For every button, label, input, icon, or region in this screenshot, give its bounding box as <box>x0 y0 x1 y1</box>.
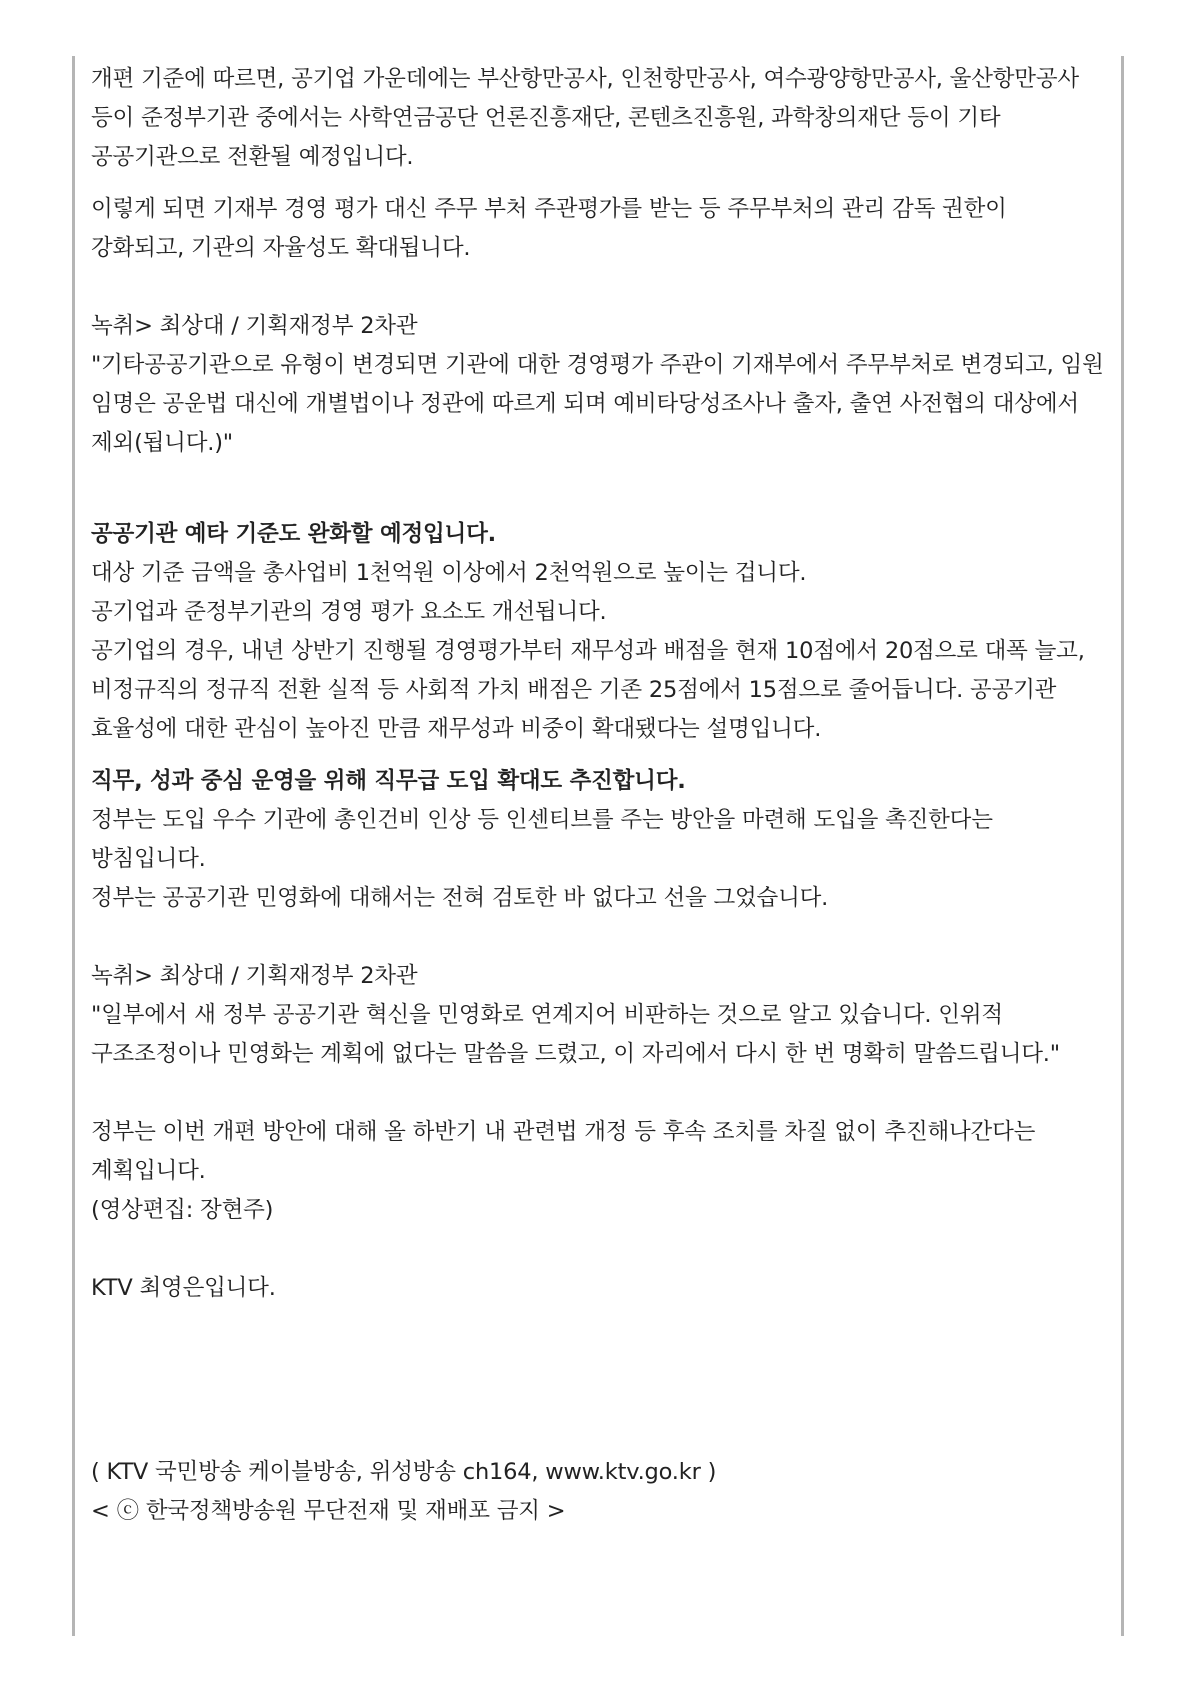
spacer <box>91 268 1106 307</box>
spacer <box>91 463 1106 515</box>
section-heading-feasibility: 공공기관 예타 기준도 완화할 예정입니다. <box>91 521 496 547</box>
paragraph-evaluation: 공기업과 준정부기관의 경영 평가 요소도 개선됩니다. <box>91 599 607 625</box>
spacer <box>91 918 1106 957</box>
spacer <box>91 1074 1106 1113</box>
interview-quote: "기타공공기관으로 유형이 변경되면 기관에 대한 경영평가 주관이 기재부에서 주무부처로 변경되고, 임원 임명은 공운법 대신에 개별법이나 정관에 따르게 되며 예비타당성조사나 출자, 출연 사전협의 대상에서 제외(됩니다.)" <box>91 352 1104 456</box>
spacer <box>91 177 1106 190</box>
interview-label: 녹취> 최상대 / 기획재정부 2차관 <box>91 963 418 989</box>
video-editor-credit: (영상편집: 장현주) <box>91 1197 274 1223</box>
paragraph-supervision: 이렇게 되면 기재부 경영 평가 대신 주무 부처 주관평가를 받는 등 주무부처의 관리 감독 권한이 강화되고, 기관의 자율성도 확대됩니다. <box>91 196 1007 261</box>
paragraph-scoring: 공기업의 경우, 내년 상반기 진행될 경영평가부터 재무성과 배점을 현재 10점에서 20점으로 대폭 늘고, 비정규직의 정규직 전환 실적 등 사회적 가치 배점은 기존 25점에서 15점으로 줄어듭니다. 공공기관 효율성에 대한 관심이 높아진 만큼 재무성과 비중이 확대됐다는 설명입니다. <box>91 638 1085 742</box>
paragraph-incentive: 정부는 도입 우수 기관에 총인건비 인상 등 인센티브를 주는 방안을 마련해 도입을 촉진한다는 방침입니다. <box>91 807 993 872</box>
footer-copyright: < ⓒ 한국정책방송원 무단전재 및 재배포 금지 > <box>91 1498 566 1524</box>
reporter-signoff: KTV 최영은입니다. <box>91 1275 276 1301</box>
paragraph-privatization: 정부는 공공기관 민영화에 대해서는 전혀 검토한 바 없다고 선을 그었습니다. <box>91 885 829 911</box>
interview-quote: "일부에서 새 정부 공공기관 혁신을 민영화로 연계지어 비판하는 것으로 알고 있습니다. 인위적 구조조정이나 민영화는 계획에 없다는 말씀을 드렸고, 이 자리에서 다시 한 번 명확히 말씀드립니다." <box>91 1002 1060 1067</box>
paragraph-plan: 정부는 이번 개편 방안에 대해 올 하반기 내 관련법 개정 등 후속 조치를 차질 없이 추진해나간다는 계획입니다. <box>91 1119 1036 1184</box>
interview-label: 녹취> 최상대 / 기획재정부 2차관 <box>91 313 418 339</box>
paragraph-threshold: 대상 기준 금액을 총사업비 1천억원 이상에서 2천억원으로 높이는 겁니다. <box>91 560 807 586</box>
spacer <box>91 1308 1106 1453</box>
spacer <box>91 1230 1106 1269</box>
paragraph-reclassification: 개편 기준에 따르면, 공기업 가운데에는 부산항만공사, 인천항만공사, 여수광양항만공사, 울산항만공사 등이 준정부기관 중에서는 사학연금공단 언론진흥재단, 콘텐츠진흥원, 과학창의재단 등이 기타 공공기관으로 전환될 예정입니다. <box>91 66 1079 170</box>
footer-broadcast-info: ( KTV 국민방송 케이블방송, 위성방송 ch164, www.ktv.go.kr ) <box>91 1459 717 1485</box>
section-heading-job-pay: 직무, 성과 중심 운영을 위해 직무급 도입 확대도 추진합니다. <box>91 768 686 794</box>
spacer <box>91 749 1106 762</box>
article-body <box>91 60 1106 1531</box>
